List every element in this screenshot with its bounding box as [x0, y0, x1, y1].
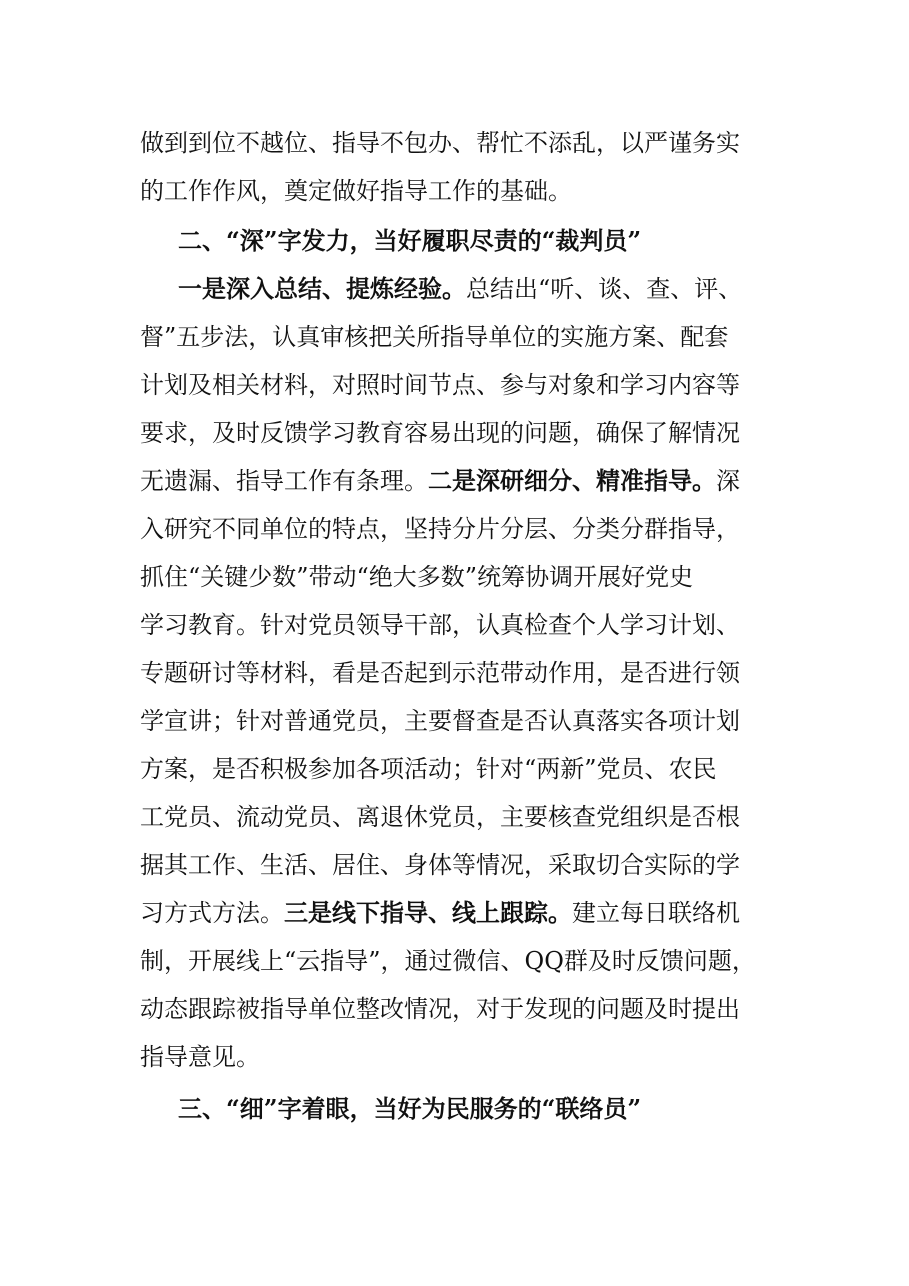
- paragraph-line: [140, 322, 728, 352]
- paragraph-line: [140, 562, 693, 592]
- bold-lead-text: 一是深入总结、提炼经验。: [178, 274, 466, 303]
- body-text: 习方式方法。: [140, 899, 284, 927]
- body-text: 督”五步法，认真审核把关所指导单位的实施方案、配套: [140, 323, 729, 351]
- section-heading: [178, 1094, 641, 1124]
- paragraph-line: [140, 1042, 260, 1072]
- paragraph-line: [140, 176, 572, 206]
- bold-lead-text: 二是深研细分、精准指导。: [428, 466, 716, 495]
- body-text: 总结出“听、谈、查、评、: [466, 275, 743, 303]
- bold-lead-text: 三是线下指导、线上跟踪。: [284, 898, 572, 927]
- paragraph-line: [140, 466, 740, 496]
- paragraph-line: [140, 658, 740, 688]
- paragraph-line: [140, 370, 740, 400]
- paragraph-line: [140, 754, 717, 784]
- paragraph-line: [178, 274, 742, 304]
- body-text: 学宣讲；针对普通党员，主要督查是否认真落实各项计划: [140, 707, 740, 735]
- body-text: 抓住“关键少数”带动“绝大多数”统筹协调开展好党史: [140, 563, 694, 591]
- heading-text: 三、“细”字着眼，当好为民服务的“联络员”: [178, 1094, 642, 1123]
- paragraph-line: [140, 994, 740, 1024]
- body-text: 要求，及时反馈学习教育容易出现的问题，确保了解情况: [140, 419, 740, 447]
- paragraph-line: [140, 418, 740, 448]
- paragraph-line: [140, 850, 740, 880]
- body-text: 学习教育。针对党员领导干部，认真检查个人学习计划、: [140, 611, 740, 639]
- paragraph-line: [140, 610, 740, 640]
- paragraph-line: [140, 706, 740, 736]
- body-text: 据其工作、生活、居住、身体等情况，采取切合实际的学: [140, 851, 740, 879]
- body-text: 建立每日联络机: [572, 899, 740, 927]
- body-text: 制，开展线上“云指导”，通过微信、QQ群及时反馈问题，: [140, 947, 756, 975]
- paragraph-line: [140, 128, 740, 158]
- body-text: 做到到位不越位、指导不包办、帮忙不添乱，以严谨务实: [140, 129, 740, 157]
- body-text: 方案，是否积极参加各项活动；针对“两新”党员、农民: [140, 755, 717, 783]
- body-text: 专题研讨等材料，看是否起到示范带动作用，是否进行领: [140, 659, 740, 687]
- heading-text: 二、“深”字发力，当好履职尽责的“裁判员”: [178, 226, 642, 255]
- body-text: 入研究不同单位的特点，坚持分片分层、分类分群指导，: [140, 515, 740, 543]
- paragraph-line: [140, 514, 740, 544]
- body-text: 指导意见。: [140, 1043, 260, 1071]
- paragraph-line: [140, 946, 756, 976]
- paragraph-line: [140, 802, 740, 832]
- section-heading: [178, 226, 641, 256]
- paragraph-line: [140, 898, 740, 928]
- body-text: 工党员、流动党员、离退休党员，主要核查党组织是否根: [140, 803, 740, 831]
- body-text: 深: [716, 467, 740, 495]
- body-text: 动态跟踪被指导单位整改情况，对于发现的问题及时提出: [140, 995, 740, 1023]
- body-text: 的工作作风，奠定做好指导工作的基础。: [140, 177, 572, 205]
- body-text: 无遗漏、指导工作有条理。: [140, 467, 428, 495]
- body-text: 计划及相关材料，对照时间节点、参与对象和学习内容等: [140, 371, 740, 399]
